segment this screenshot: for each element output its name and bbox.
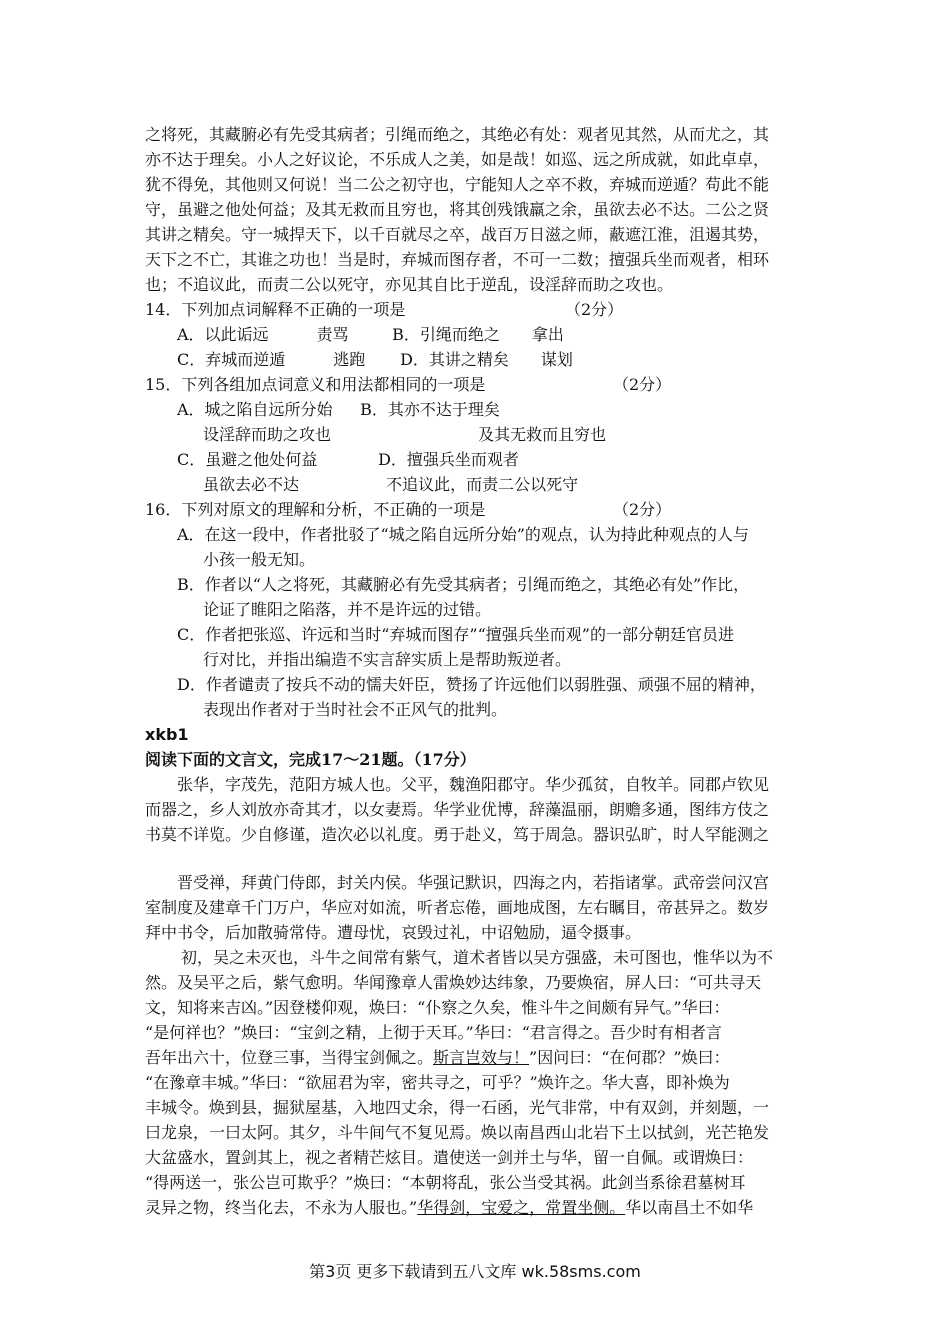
passage-line: [145, 1195, 810, 1220]
option-a: A．在这一段中，作者批驳了“城之陷自远所分始”的观点，认为持此种观点的人与: [177, 525, 749, 544]
passage-text: 灵异之物，终当化去，不永为人服也。”: [145, 1198, 418, 1217]
underlined-sentence: 斯言岂效与！: [433, 1048, 530, 1067]
question-score: （2分）: [613, 375, 672, 394]
question-text: 15．下列各组加点词意义和用法都相同的一项是: [145, 375, 486, 394]
passage-line: 文，知将来吉凶。”因登楼仰观，焕曰：“仆察之久矣，惟斗牛之间颇有异气。”华曰：: [145, 998, 730, 1017]
option-a: A．以此诟远 责骂: [177, 325, 349, 344]
question-14: [145, 297, 810, 372]
passage-line: 初，吴之未灭也，斗牛之间常有紫气，道术者皆以吴方强盛，未可图也，惟华以为不: [181, 948, 774, 967]
option-d: D．作者谴责了按兵不动的懦夫奸臣，赞扬了许远他们以弱胜强、顽强不屈的精神，: [177, 675, 766, 694]
question-text: 14．下列加点词解释不正确的一项是: [145, 300, 406, 319]
question-text: 16．下列对原文的理解和分析，不正确的一项是: [145, 500, 486, 519]
option-row: [145, 397, 810, 422]
option-d: D．其讲之精矣 谋划: [400, 350, 573, 369]
passage-line: 书莫不详览。少自修谨，造次必以礼度。勇于赴义，笃于周急。器识弘旷，时人罕能测之: [145, 825, 770, 844]
question-15: [145, 372, 810, 497]
option-d: D．擅强兵坐而观者: [378, 450, 519, 469]
option-row: [145, 347, 810, 372]
watermark-label-block: [145, 722, 810, 747]
passage-line: 曰龙泉，一曰太阿。其夕，斗牛间气不复见焉。焕以南昌西山北岩下土以拭剑，光芒艳发: [145, 1123, 770, 1142]
passage-line: 天下之不亡，其谁之功也！当是时，弃城而图存者，不可一二数；擅强兵坐而观者，相环: [145, 250, 770, 269]
passage-line: 大盆盛水，置剑其上，视之者精芒炫目。遣使送一剑并土与华，留一自佩。或谓焕曰：: [145, 1148, 754, 1167]
passage-line: 晋受禅，拜黄门侍郎，封关内侯。华强记默识，四海之内，若指诸掌。武帝尝问汉宫: [177, 873, 770, 892]
question-score: （2分）: [613, 500, 672, 519]
option-c-second: 虽欲去必不达: [203, 475, 300, 494]
option-b-second: 及其无救而且穷也: [478, 425, 607, 444]
option-b: B．作者以“人之将死，其藏腑必有先受其病者；引绳而绝之，其绝必有处”作比，: [177, 575, 750, 594]
option-d-continued: 表现出作者对于当时社会不正风气的批判。: [203, 700, 508, 719]
option-d-second: 不追议此，而责二公以死守: [386, 475, 579, 494]
option-b-continued: 论证了睢阳之陷落，并不是许远的过错。: [203, 600, 492, 619]
passage-line: 而器之，乡人刘放亦奇其才，以女妻焉。华学业优博，辞藻温丽，朗赡多通，图纬方伎之: [145, 800, 770, 819]
passage-line: 也；不追议此，而责二公以死守，亦见其自比于逆乱，设淫辞而助之攻也。: [145, 275, 674, 294]
passage-excerpt: [145, 122, 810, 297]
passage-line: 拜中书令，后加散骑常侍。遭母忧，哀毁过礼，中诏勉励，逼令摄事。: [145, 923, 642, 942]
passage-line: 室制度及建章千门万户，华应对如流，听者忘倦，画地成图，左右瞩目，帝甚异之。数岁: [145, 898, 770, 917]
passage-line: 然。及吴平之后，紫气愈明。华闻豫章人雷焕妙达纬象，乃要焕宿，屏人曰：“可共寻天: [145, 973, 762, 992]
question-stem: [145, 372, 810, 397]
passage-line: 其讲之精矣。守一城捍天下，以千百就尽之卒，战百万日滋之师，蔽遮江淮，沮遏其势，: [145, 225, 770, 244]
passage-2-part-c: [145, 945, 810, 1220]
passage-line: 丰城令。焕到县，掘狱屋基，入地四丈余，得一石函，光气非常，中有双剑，并刻题，一: [145, 1098, 770, 1117]
section-heading-block: [145, 747, 810, 772]
option-b: B．其亦不达于理矣: [360, 400, 500, 419]
section-title: 阅读下面的文言文，完成17～21题。（17分）: [145, 750, 476, 769]
passage-line: “是何祥也？”焕曰：“宝剑之精，上彻于天耳。”华曰：“君言得之。吾少时有相者言: [145, 1023, 722, 1042]
passage-2-part-a: [145, 772, 810, 847]
option-a-continued: 小孩一般无知。: [203, 550, 316, 569]
option-a-second: 设淫辞而助之攻也: [203, 425, 332, 444]
passage-text: 华以南昌土不如华: [625, 1198, 754, 1217]
watermark-label: xkb1: [145, 725, 189, 744]
passage-line: “在豫章丰城。”华曰：“欲屈君为宰，密共寻之，可乎？”焕许之。华大喜，即补焕为: [145, 1073, 730, 1092]
passage-text: 吾年出六十，位登三事，当得宝剑佩之。: [145, 1048, 434, 1067]
option-row: [145, 447, 810, 472]
passage-line: 守，虽避之他处何益；及其无救而且穷也，将其创残饿羸之余，虽欲去必不达。二公之贤: [145, 200, 770, 219]
passage-text: ”因问曰：“在何郡？”焕曰：: [529, 1048, 730, 1067]
passage-line: 亦不达于理矣。小人之好议论，不乐成人之美，如是哉！如巡、远之所成就，如此卓卓，: [145, 150, 770, 169]
underlined-sentence: 华得剑，宝爱之，常置坐侧。: [417, 1198, 626, 1217]
question-score: （2分）: [565, 300, 624, 319]
passage-2-part-b: [145, 870, 810, 945]
passage-line: [145, 1045, 810, 1070]
option-b: B．引绳而绝之 拿出: [392, 325, 564, 344]
option-c: C．弃城而逆遁 逃跑: [177, 350, 366, 369]
question-stem: [145, 497, 810, 522]
option-c: C．虽避之他处何益: [177, 450, 318, 469]
passage-line: 张华，字茂先，范阳方城人也。父平，魏渔阳郡守。华少孤贫，自牧羊。同郡卢钦见: [177, 775, 770, 794]
option-row: [145, 322, 810, 347]
option-c: C．作者把张巡、许远和当时“弃城而图存”“擅强兵坐而观”的一部分朝廷官员进: [177, 625, 734, 644]
question-16: [145, 497, 810, 722]
passage-line: 犹不得免，其他则又何说！当二公之初守也，宁能知人之卒不救，弃城而逆遁？苟此不能: [145, 175, 770, 194]
passage-line: “得两送一，张公岂可欺乎？”焕曰：“本朝将乱，张公当受其祸。此剑当系徐君墓树耳: [145, 1173, 746, 1192]
page-footer: 第3页 更多下载请到五八文库 wk.58sms.com: [309, 1262, 641, 1281]
option-a: A．城之陷自远所分始: [177, 400, 333, 419]
option-c-continued: 行对比，并指出编造不实言辞实质上是帮助叛逆者。: [203, 650, 572, 669]
option-row: [145, 422, 810, 447]
option-row: [145, 472, 810, 497]
question-stem: [145, 297, 810, 322]
passage-line: 之将死，其藏腑必有先受其病者；引绳而绝之，其绝必有处：观者见其然，从而尤之，其: [145, 125, 770, 144]
